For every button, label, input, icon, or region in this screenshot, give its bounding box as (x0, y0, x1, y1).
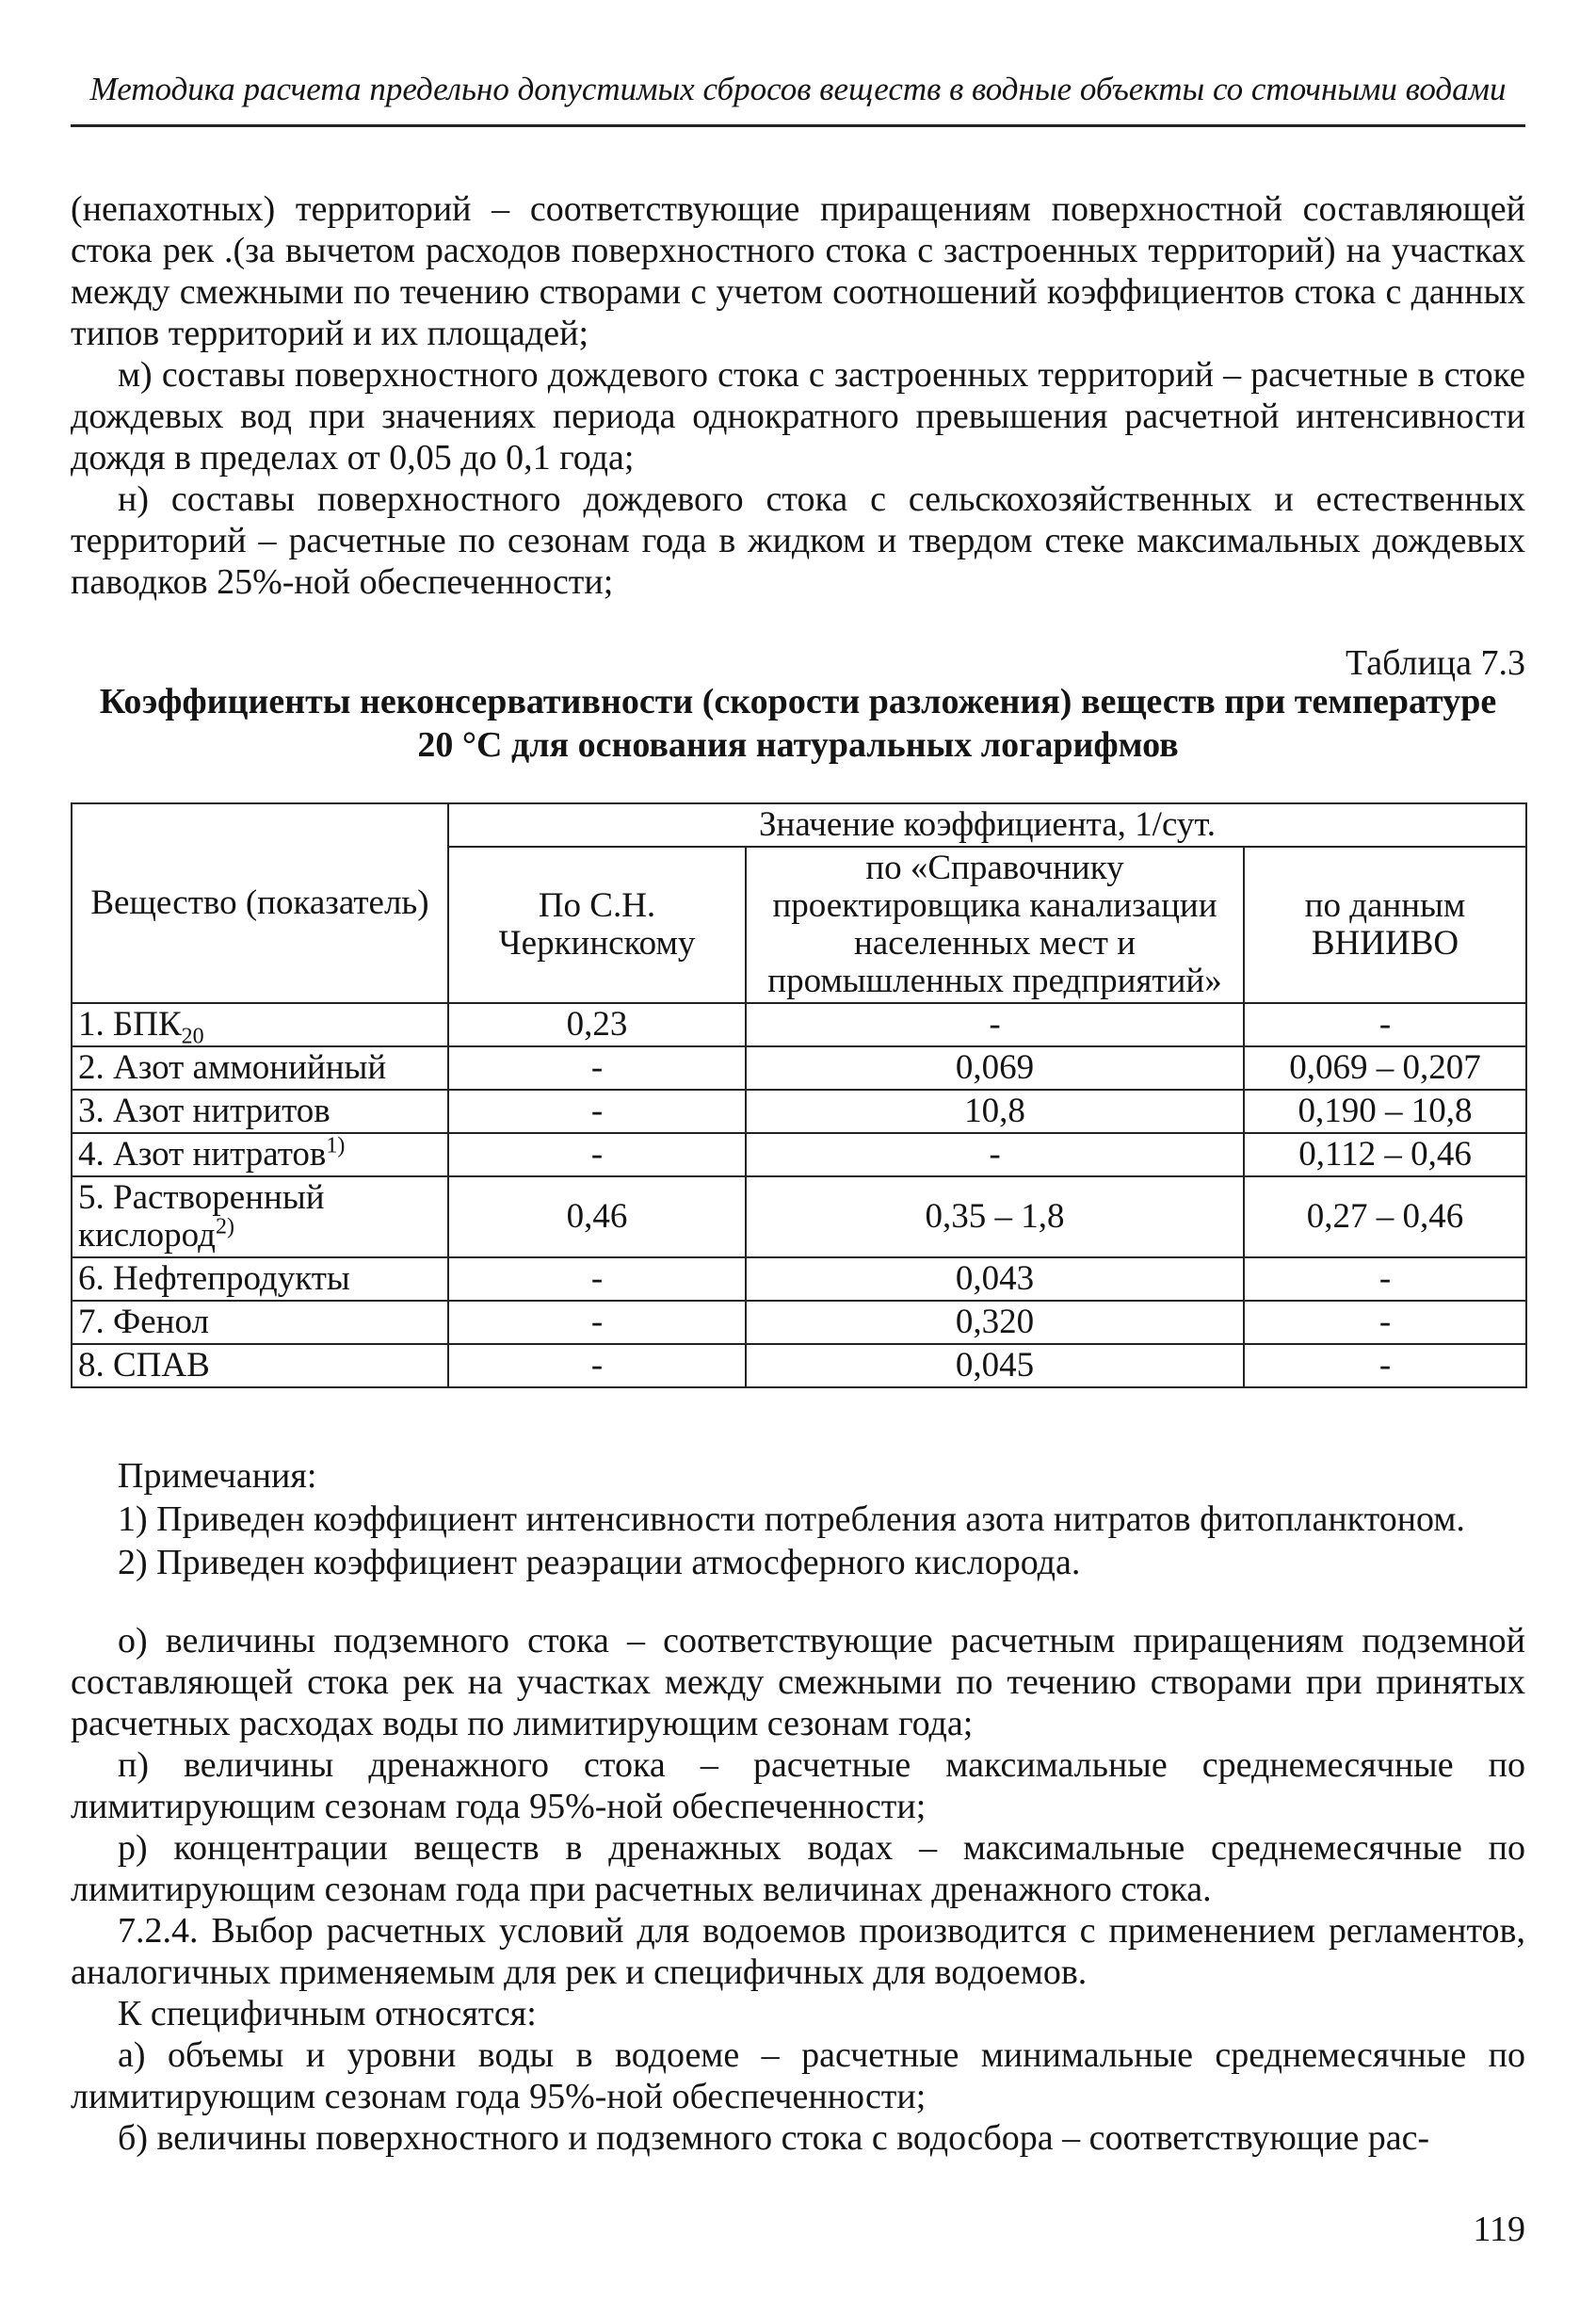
header-cherkinsky: По С.Н. Черкинскому (448, 847, 746, 1003)
cell-cherkinsky: - (448, 1090, 746, 1133)
table-row (72, 1257, 1526, 1301)
page-number: 119 (1473, 2210, 1525, 2249)
cell-cherkinsky: - (448, 1046, 746, 1090)
cell-substance: 7. Фенол (72, 1301, 448, 1344)
top-text-block (71, 188, 1525, 603)
table-row (72, 1133, 1526, 1176)
table-title-line-1: Коэффициенты неконсервативности (скорости разложения) веществ при температуре (99, 682, 1497, 721)
cell-vniivo: 0,112 – 0,46 (1244, 1133, 1526, 1176)
cell-cherkinsky: - (448, 1301, 746, 1344)
cell-vniivo: 0,27 – 0,46 (1244, 1176, 1526, 1257)
cell-handbook: 0,045 (746, 1344, 1244, 1387)
header-substance: Вещество (показатель) (72, 803, 448, 1003)
cell-cherkinsky: - (448, 1257, 746, 1301)
cell-substance: 4. Азот нитратов$^{1)}$ (72, 1133, 448, 1176)
cell-vniivo: - (1244, 1257, 1526, 1301)
paragraph-n: н) составы поверхностного дождевого стока с сельскохозяйственных и естественных территорий – расчетные по сезонам года в жидком и твердом стеке максимальных дождевых паводков 25%-ной обеспеченности; (71, 479, 1525, 602)
paragraph-p: п) величины дренажного стока – расчетные максимальные среднемесячные по лимитирующим сезонам года 95%-ной обеспеченности; (71, 1745, 1525, 1826)
note-2: 2) Приведен коэффициент реаэрации атмосферного кислорода. (118, 1543, 1081, 1582)
table-notes (71, 1454, 1525, 1584)
paragraph-specific: К специфичным относятся: (118, 1994, 537, 2033)
header-rule (71, 124, 1525, 127)
table-row (72, 1003, 1526, 1046)
cell-handbook: 0,043 (746, 1257, 1244, 1301)
table-number: Таблица 7.3 (1345, 643, 1525, 683)
cell-substance: 8. СПАВ (72, 1344, 448, 1387)
running-header: Методика расчета предельно допустимых сбросов веществ в водные объекты со сточными водами (89, 71, 1507, 107)
bottom-text-block (71, 1620, 1525, 2159)
cell-cherkinsky: - (448, 1133, 746, 1176)
cell-vniivo: - (1244, 1344, 1526, 1387)
table-row (72, 1090, 1526, 1133)
paragraph-m: м) составы поверхностного дождевого стока с застроенных территорий – расчетные в стоке дождевых вод при значениях периода однократного превышения расчетной интенсивности дождя в пределах от 0,05 до 0,1 года; (71, 355, 1525, 478)
paragraph-continuation: (непахотных) территорий – соответствующие приращениям поверхностной составляющей стока рек .(за вычетом расходов поверхностного стока с застроенных территорий) на участках между смежными по течению створами с учетом соотношений коэффициентов стока с данных типов территорий и их площадей; (71, 189, 1525, 353)
paragraph-o: о) величины подземного стока – соответствующие расчетным приращениям подземной составляющей стока рек на участках между смежными по течению створами при принятых расчетных расходах воды по лимитирующим сезонам года; (71, 1621, 1525, 1743)
table-row (72, 1176, 1526, 1257)
paragraph-r: р) концентрации веществ в дренажных водах – максимальные среднемесячные по лимитирующим сезонам года при расчетных величинах дренажного стока. (71, 1828, 1525, 1909)
cell-vniivo: - (1244, 1301, 1526, 1344)
cell-cherkinsky: 0,46 (448, 1176, 746, 1257)
cell-vniivo: - (1244, 1003, 1526, 1046)
table-body (72, 1003, 1526, 1387)
paragraph-b: б) величины поверхностного и подземного стока с водосбора – соответствующие рас- (118, 2118, 1430, 2158)
header-value-group: Значение коэффициента, 1/сут. (448, 803, 1526, 847)
cell-cherkinsky: - (448, 1344, 746, 1387)
header-vniivo: по данным ВНИИВО (1244, 847, 1526, 1003)
cell-cherkinsky: 0,23 (448, 1003, 746, 1046)
cell-substance: 3. Азот нитритов (72, 1090, 448, 1133)
cell-substance: 2. Азот аммонийный (72, 1046, 448, 1090)
cell-substance: 6. Нефтепродукты (72, 1257, 448, 1301)
table-row (72, 1301, 1526, 1344)
paragraph-7-2-4: 7.2.4. Выбор расчетных условий для водоемов производится с применением регламентов, аналогичных применяемым для рек и специфичных для водоемов. (71, 1911, 1525, 1992)
table-title (71, 680, 1525, 767)
note-1: 1) Приведен коэффициент интенсивности потребления азота нитратов фитопланктоном. (118, 1499, 1465, 1539)
cell-handbook: 0,320 (746, 1301, 1244, 1344)
header-handbook: по «Справочнику проектировщика канализации населенных мест и промышленных предприятий» (746, 847, 1244, 1003)
table-row (72, 1344, 1526, 1387)
cell-handbook: 0,35 – 1,8 (746, 1176, 1244, 1257)
cell-handbook: 10,8 (746, 1090, 1244, 1133)
notes-title: Примечания: (118, 1456, 317, 1496)
cell-vniivo: 0,069 – 0,207 (1244, 1046, 1526, 1090)
cell-handbook: - (746, 1003, 1244, 1046)
cell-handbook: 0,069 (746, 1046, 1244, 1090)
paragraph-a: а) объемы и уровни воды в водоеме – расчетные минимальные среднемесячные по лимитирующим сезонам года 95%-ной обеспеченности; (71, 2035, 1525, 2116)
coefficients-table (71, 802, 1527, 1388)
table-title-line-2: 20 °С для основания натуральных логарифмов (417, 725, 1179, 765)
table-row (72, 1046, 1526, 1090)
cell-substance: 1. $БПК_{20}$ (72, 1003, 448, 1046)
cell-handbook: - (746, 1133, 1244, 1176)
cell-substance: 5. Растворенный кислород$^{2)}$ (72, 1176, 448, 1257)
cell-vniivo: 0,190 – 10,8 (1244, 1090, 1526, 1133)
